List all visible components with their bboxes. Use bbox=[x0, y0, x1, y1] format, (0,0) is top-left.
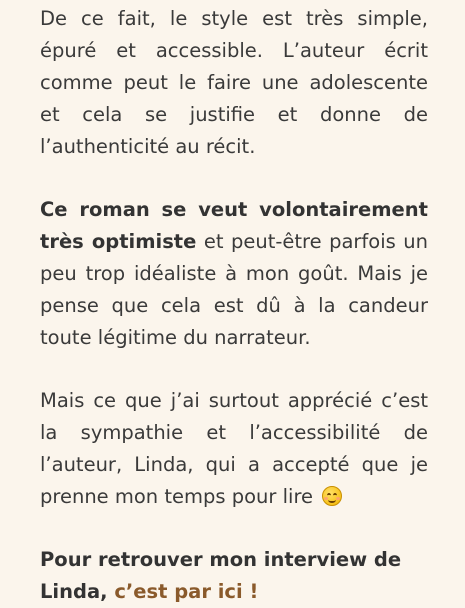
paragraph-style: De ce fait, le style est très simple, épuré et accessible. L’auteur écrit comme peut le faire une adolescente et cela se justifie et donne de l’authenticité au récit. bbox=[40, 7, 428, 158]
article-body bbox=[40, 0, 428, 608]
smiling-blushing-face-icon bbox=[322, 486, 342, 506]
paragraph-optimism-rest: et peut-être parfois un peu trop idéaliste à mon goût. Mais je pense que cela est dû à la candeur toute légitime du narrateur. bbox=[40, 230, 428, 349]
interview-link[interactable]: c’est par ici ! bbox=[114, 580, 259, 603]
paragraph-interview-bold: Pour retrouver mon interview de Linda, bbox=[40, 548, 402, 603]
paragraph-optimism bbox=[40, 194, 428, 354]
paragraph-interview bbox=[40, 544, 428, 608]
paragraph-author bbox=[40, 385, 428, 513]
paragraph-optimism-bold: Ce roman se veut volontairement très optimiste bbox=[40, 198, 428, 253]
paragraph-author-text: Mais ce que j’ai surtout apprécié c’est la sympathie et l’accessibilité de l’auteur, Linda, qui a accepté que je prenne mon temps pour lire bbox=[40, 389, 428, 508]
